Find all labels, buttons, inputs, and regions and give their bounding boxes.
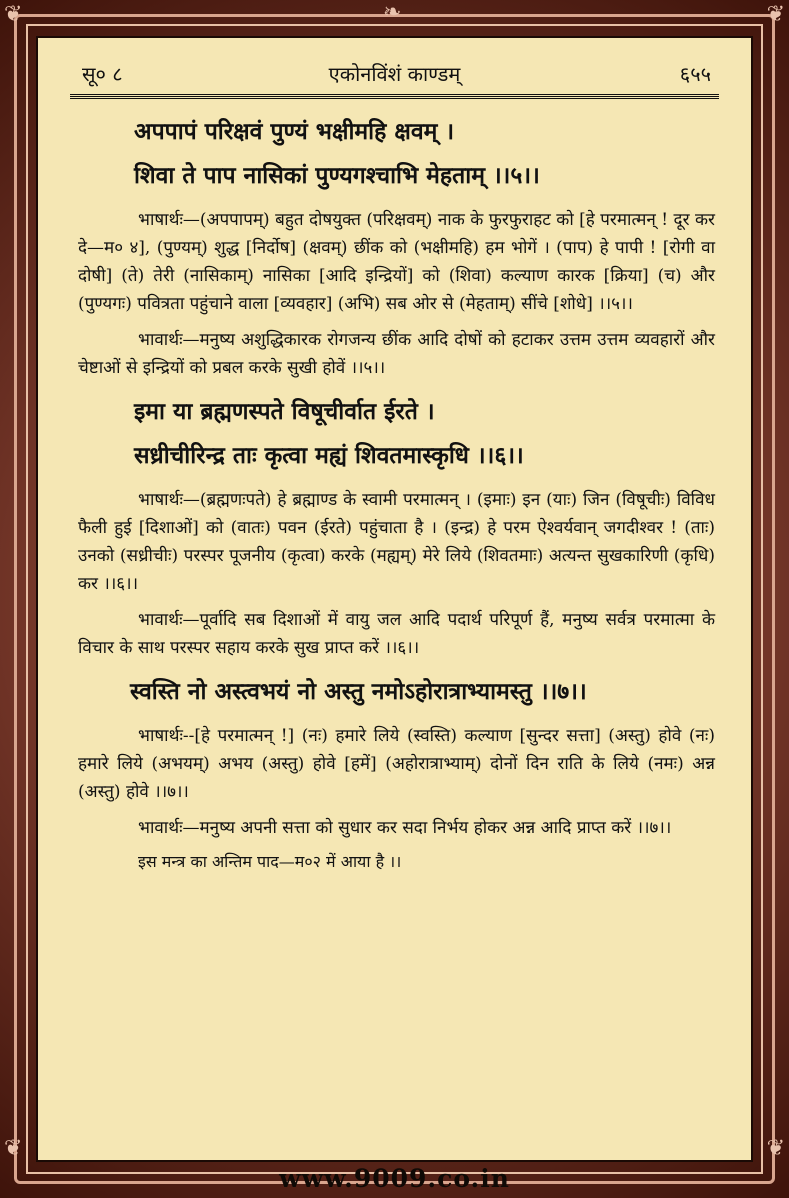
website-watermark: www.9009.co.in [279,1164,510,1193]
verse-5-line-1: अपपापं परिक्षवं पुण्यं भक्षीमहि क्षवम् । [134,118,455,145]
corner-ornament-icon: ❦ [4,2,23,27]
sutra-number: सू० ८ [82,62,123,86]
header-rule [70,94,719,97]
verse-6-line-1: इमा या ब्रह्मणस्पते विषूचीर्वात ईरते । [134,398,435,425]
flourish-ornament-icon: ❧ [383,0,402,25]
verse-6-line-2: सध्रीचीरिन्द्र ताः कृत्वा मह्यं शिवतमास्कृधि ।।६।। [134,442,524,469]
verse-5-purport: भावार्थः—मनुष्य अशुद्धिकारक रोगजन्य छींक आदि दोषों को हटाकर उत्तम उत्तम व्यवहारों और चेष्टाओं से इन्द्रियों को प्रबल करके सुखी होवें ।।५।। [78,330,715,378]
verse-6-meaning: भाषार्थः—(ब्रह्मणःपते) हे ब्रह्माण्ड के स्वामी परमात्मन् । (इमाः) इन (याः) जिन (विषूचीः) विविध फैली हुई [दिशाओं] को (वातः) पवन (ईरते) पहुंचाता है । (इन्द्र) हे परम ऐश्वर्यवान् जगदीश्वर ! (ताः) उनको (सध्रीचीः) परस्पर पूजनीय (कृत्वा) करके (मह्यम्) मेरे लिये (शिवतमाः) अत्यन्त सुखकारिणी (कृधि) कर ।।६।। [78,490,715,594]
corner-ornament-icon: ❦ [4,1136,23,1161]
verse-7-meaning: भाषार्थः--[हे परमात्मन् !] (नः) हमारे लिये (स्वस्ति) कल्याण [सुन्दर सत्ता] (अस्तु) होवे (नः) हमारे लिये (अभयम्) अभय (अस्तु) होवे [हमें] (अहोरात्राभ्याम्) दोनों दिन राति के लिये (नमः) अन्न (अस्तु) होवे ।।७।। [78,726,715,802]
corner-ornament-icon: ❦ [766,1136,785,1161]
footnote: इस मन्त्र का अन्तिम पाद—म०२ में आया है ।। [138,852,402,871]
page [36,36,753,1162]
verse-7-purport: भावार्थः—मनुष्य अपनी सत्ता को सुधार कर सदा निर्भय होकर अन्न आदि प्राप्त करें ।।७।। [138,818,672,838]
page-number: ६५५ [679,62,711,86]
page-header [38,60,751,90]
corner-ornament-icon: ❦ [766,2,785,27]
verse-7: स्वस्ति नो अस्त्वभयं नो अस्तु नमोऽहोरात्राभ्यामस्तु ।।७।। [130,678,587,705]
page-content [78,110,715,872]
verse-6-purport: भावार्थः—पूर्वादि सब दिशाओं में वायु जल आदि पदार्थ परिपूर्ण हैं, मनुष्य सर्वत्र परमात्मा के विचार के साथ परस्पर सहाय करके सुख प्राप्त करें ।।६।। [78,610,715,658]
header-rule-thin [70,98,719,99]
verse-5-line-2: शिवा ते पाप नासिकां पुण्यगश्चाभि मेहताम् ।।५।। [134,162,540,189]
chapter-title: एकोनविंशं काण्डम् [328,62,461,86]
verse-5-meaning: भाषार्थः—(अपपापम्) बहुत दोषयुक्त (परिक्षवम्) नाक के फुरफुराहट को [हे परमात्मन् ! दूर कर दे—म० ४], (पुण्यम्) शुद्ध [निर्दोष] (क्षवम्) छींक को (भक्षीमहि) हम भोगें । (पाप) हे पापी ! [रोगी वा दोषी] (ते) तेरी (नासिकाम्) नासिका [आदि इन्द्रियों] को (शिवा) कल्याण कारक [क्रिया] (च) और (पुण्यगः) पवित्रता पहुंचाने वाला [व्यवहार] (अभि) सब ओर से (मेहताम्) सींचे [शोधे] ।।५।। [78,210,715,314]
